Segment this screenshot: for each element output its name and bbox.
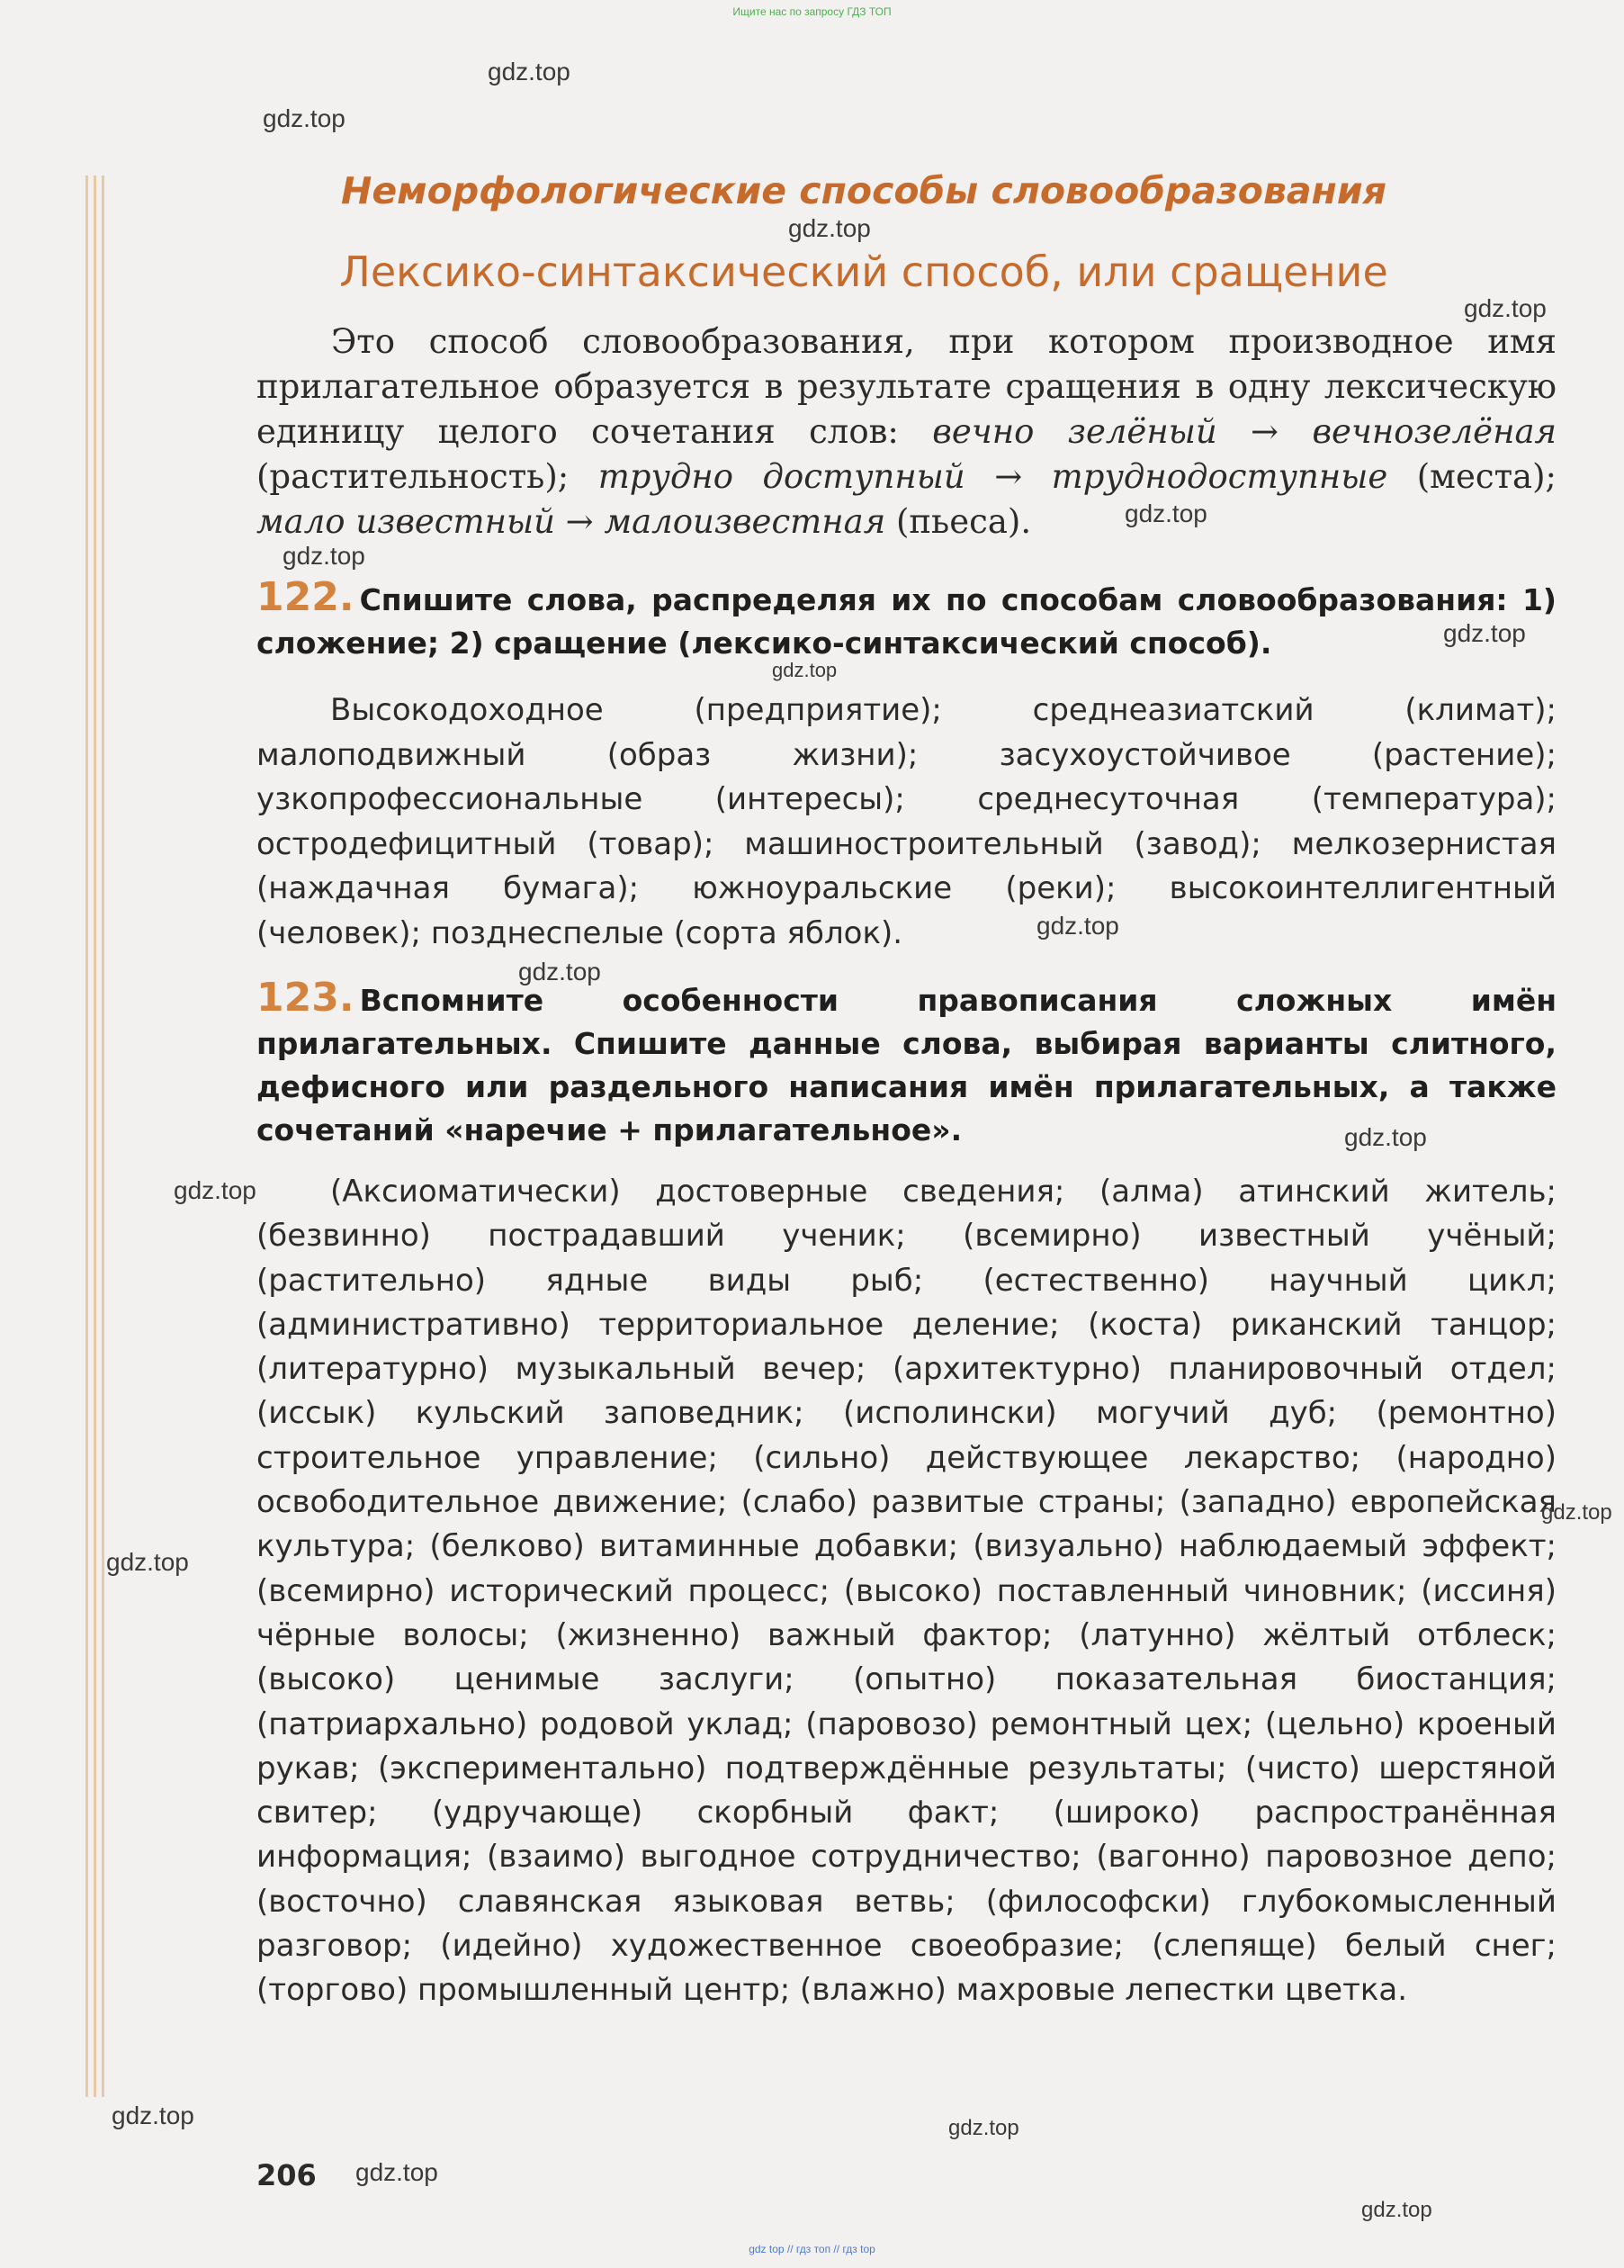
watermark: gdz.top [174,1176,256,1204]
watermark: gdz.top [283,542,365,570]
margin-rule [85,176,88,2097]
watermark: gdz.top [112,2102,194,2129]
watermark: gdz.top [1036,912,1119,940]
section-title: Неморфологические способы словообразования [341,169,1386,212]
watermark: gdz.top [1344,1123,1427,1151]
exercise-122 [256,576,1557,956]
subsection-title: Лексико-синтаксический способ, или сращение [339,248,1388,296]
exercise-122-task [256,576,1557,665]
watermark: gdz.top [1361,2198,1432,2222]
theory-paragraph [256,320,1557,544]
theory-intro: Это способ словообразования, при котором производное имя прилагательное образуется в результате сращения в одну лексическую единицу целого сочетания слов: [256,322,1557,451]
theory-example-1: вечно зелёный → вечнозелёная [932,412,1557,451]
watermark: gdz.top [948,2116,1019,2140]
exercise-122-task-text: Спишите слова, распределяя их по способам словообразования: 1) сложение; 2) сращение (лексико-синтаксический способ). [256,582,1557,661]
watermark: gdz.top [1125,500,1207,527]
margin-rule [102,176,104,2097]
exercise-123-task-text: Вспомните особенности правописания сложных имён прилагательных. Спишите данные слова, выбирая варианты слитного, дефисного или раздельного написания имён прилагательных, а также сочетаний «наречие + прилагательное». [256,983,1557,1148]
watermark: gdz.top [1464,294,1547,322]
theory-example-1-note: (растительность); [256,457,598,496]
theory-example-3: мало известный → малоизвестная [256,502,886,541]
watermark: gdz.top [263,104,345,132]
page-number: 206 [256,2158,317,2192]
exercise-122-number: 122. [256,574,354,620]
exercise-123-text: (Аксиоматически) достоверные сведения; (алма) атинский житель; (безвинно) пострадавший ученик; (всемирно) известный учёный; (растительно) ядные виды рыб; (естественно) научный цикл; (административно) территориальное деление; (коста) риканский танцор; (литературно) музыкальный вечер; (архитектурно) планировочный отдел; (иссык) кульский заповедник; (исполински) могучий дуб; (ремонтно) строительное управление; (сильно) действующее лекарство; (народно) освободительное движение; (слабо) развитые страны; (западно) европейская культура; (белково) витаминные добавки; (визуально) наблюдаемый эффект; (всемирно) исторический процесс; (высоко) поставленный чиновник; (иссиня) чёрные волосы; (жизненно) важный фактор; (латунно) жёлтый отблеск; (высоко) ценимые заслуги; (опытно) показательная биостанция; (патриархально) родовой уклад; (паровозо) ремонтный цех; (цельно) кроеный рукав; (экспериментально) подтверждённые результаты; (чисто) шерстяной свитер; (удручающе) скорбный факт; (широко) распространённая информация; (взаимо) выгодное сотрудничество; (вагонно) паровозное депо; (восточно) славянская языковая ветвь; (философски) глубокомысленный разговор; (идейно) художественное своеобразие; (слепяще) белый снег; (торгово) промышленный центр; (влажно) махровые лепестки цветка. [256,1174,1557,2009]
theory-example-3-note: (пьеса). [885,502,1032,541]
watermark: gdz.top [355,2158,438,2186]
top-banner: Ищите нас по запросу ГДЗ ТОП [732,5,892,18]
watermark: gdz.top [488,58,570,86]
watermark: gdz.top [788,214,871,242]
watermark: gdz.top [518,958,601,986]
bottom-banner: gdz top // гдз топ // гдз top [749,2243,875,2255]
exercise-122-text: Высокодоходное (предприятие); среднеазиатский (климат); малоподвижный (образ жизни); засухоустойчивое (растение); узкопрофессиональные (интересы); среднесуточная (температура); остродефицитный (товар); машиностроительный (завод); мелкозернистая (наждачная бумага); южноуральские (реки); высокоинтеллигентный (человек); позднеспелые (сорта яблок). [256,692,1557,951]
margin-rule [94,176,96,2097]
exercise-123-number: 123. [256,975,354,1021]
theory-example-2-note: (места); [1387,457,1557,496]
watermark: gdz.top [1541,1500,1612,1525]
watermark: gdz.top [106,1548,189,1576]
theory-example-2: трудно доступный → труднодоступные [597,457,1388,496]
watermark: gdz.top [772,659,838,681]
watermark: gdz.top [1443,619,1526,647]
